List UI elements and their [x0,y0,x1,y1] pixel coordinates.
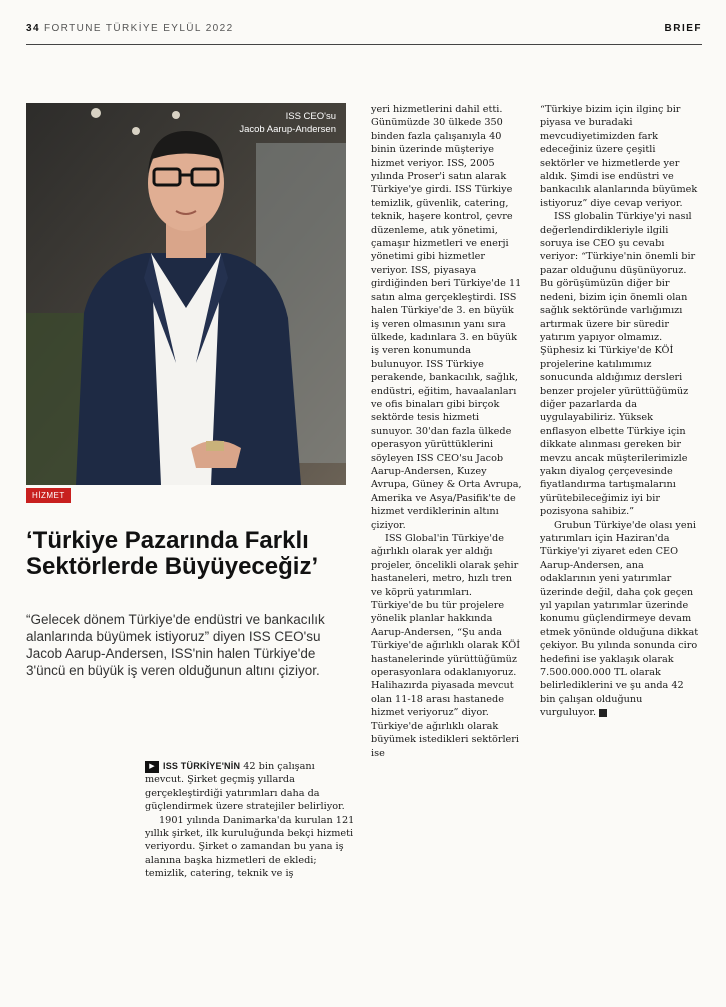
body-paragraph: 1901 yılında Danimarka'da kurulan 121 yıllık şirket, ilk kuruluğunda bekçi hizmeti veriyordu. Şirket o zamandan bu yana iş alanına başka hizmetleri de ekledi; temizlik, catering, teknik ve iş [145,814,355,880]
caption-name: Jacob Aarup-Andersen [239,124,336,135]
body-paragraph [540,519,700,720]
lead-in: ISS TÜRKİYE'NİN [163,761,241,771]
portrait-illustration [26,103,346,485]
body-paragraph: ISS globalin Türkiye'yi nasıl değerlendirdikleriyle ilgili soruya ise CEO şu cevabı veriyor: “Türkiye'nin önemli bir pazar olduğunu düşünüyoruz. Bu görüşümüzün diğer bir nedeni, bizim için önemli olan sağlık sektöründe varlığımızı artırmak üzere bir süredir yatırım yapıyor olmamız. Şüphesiz ki Türkiye'de KÖİ projelerine katılımımız sonucunda aldığımız dersleri benzer projeler yürüttüğümüz diğer pazarlarda da uygulayabiliriz. Yüksek enflasyon elbette Türkiye için dikkate alınması gereken bir mevzu ancak müşterilerimizle yakın diyalog çerçevesinde fiyatlandırma tartışmalarını yürütebileceğimiz iyi bir pozisyona sahibiz.” [540,211,696,518]
body-column-2 [371,103,522,760]
ceo-photo [26,103,346,485]
photo-caption [239,110,336,136]
body-paragraph: yeri hizmetlerini dahil etti. Günümüzde 30 ülkede 350 binden fazla çalışanıyla 40 binin üzerinde müşteriye hizmet veriyor. ISS, 2005 yılında Proser'i satın alarak Türkiye'ye girdi. ISS Türkiye temizlik, güvenlik, catering, teknik, haşere kontrol, çevre düzenleme, atık yönetimi, çamaşır hizmetleri ve enerji yönetimi gibi hizmetler veriyor. ISS, piyasaya girdiğinden beri Türkiye'de 11 satın alma gerçekleştirdi. ISS halen Türkiye'de 3. en büyük iş veren olmasının yanı sıra ülkede, kadınlara 3. en büyük iş veren konumunda bulunuyor. ISS Türkiye perakende, bankacılık, sağlık, endüstri, eğitim, havaalanları ve ofis binaları gibi birçok sektörde tesis hizmeti sunuyor. 30'dan fazla ülkede operasyon yürüttüklerini söyleyen ISS CEO'su Jacob Aarup-Andersen, Kuzey Avrupa, Güney & Orta Avrupa, Amerika ve Asya/Pasifik'te de hizmet verdiklerinin altını çiziyor. [371,104,522,531]
body-paragraph [145,760,355,814]
publication-name: FORTUNE TÜRKİYE EYLÜL 2022 [43,23,234,34]
header-rule [26,44,702,45]
caption-title: ISS CEO'su [285,111,336,122]
body-paragraph: ISS Global'in Türkiye'de ağırlıklı olarak yer aldığı projeler, öncelikli olarak şehir hastaneleri, metro, hızlı tren ve köprü yatırımları. Türkiye'de bu tür projelere yönelik planlar hakkında Aarup-Andersen, “Şu anda Türkiye'de ağırlıklı olarak KÖİ hastanelerinde yürüttüğümüz operasyonlara odaklanıyoruz. Halihazırda piyasada mevcut olan 11-18 arası hastanede hizmet veriyoruz” diyor. Türkiye'de ağırlıklı olarak büyümek istedikleri sektörleri ise [371,533,521,759]
category-tag: HİZMET [26,488,71,503]
article-headline: ‘Türkiye Pazarında Farklı Sektörlerde Büyüyeceğiz’ [26,527,319,580]
body-paragraph: “Türkiye bizim için ilginç bir piyasa ve buradaki mevcudiyetimizden fark edeceğiniz üzere çeşitli sektörler ve hizmetlerde yer aldık. Şimdi ise endüstri ve bankacılık alanlarında büyümek istiyoruz” diye cevap veriyor. [540,104,698,209]
paragraph-text: Grubun Türkiye'de olası yeni yatırımları için Haziran'da Türkiye'yi ziyaret eden CEO Aarup-Andersen, ana odaklarının yeni yatırımlar üzerinde değil, daha çok geçen yıl yapılan yatırımlar üzerinde konumu güçlendirmeye devam etmek yönünde olduğuna dikkat çekiyor. Bu yılında sonunda ciro hedefini ise yaklaşık olarak 7.500.000.000 TL olarak belirlediklerini ve şu anda 42 bin çalışan olduğunu vurguluyor. [540,519,699,719]
paragraph-text: 42 bin çalışanı mevcut. Şirket geçmiş yıllarda gerçekleştirdiği yatırımları daha da güçlendirmek üzere stratejiler belirliyor. [145,761,345,813]
play-arrow-icon: ▶ [145,761,159,773]
article-deck: “Gelecek dönem Türkiye'de endüstri ve bankacılık alanlarında büyümek istiyoruz” diyen ISS CEO'su Jacob Aarup-Andersen, ISS'nin halen Türkiye'de 3'üncü en büyük iş veren olduğunun altını çiziyor. [26,612,325,678]
page-header-left [26,23,234,34]
page-number: 34 [26,23,40,34]
body-column-3 [540,103,700,720]
section-label: BRIEF [664,23,702,34]
body-column-1 [145,760,355,881]
end-mark-icon [599,709,607,717]
